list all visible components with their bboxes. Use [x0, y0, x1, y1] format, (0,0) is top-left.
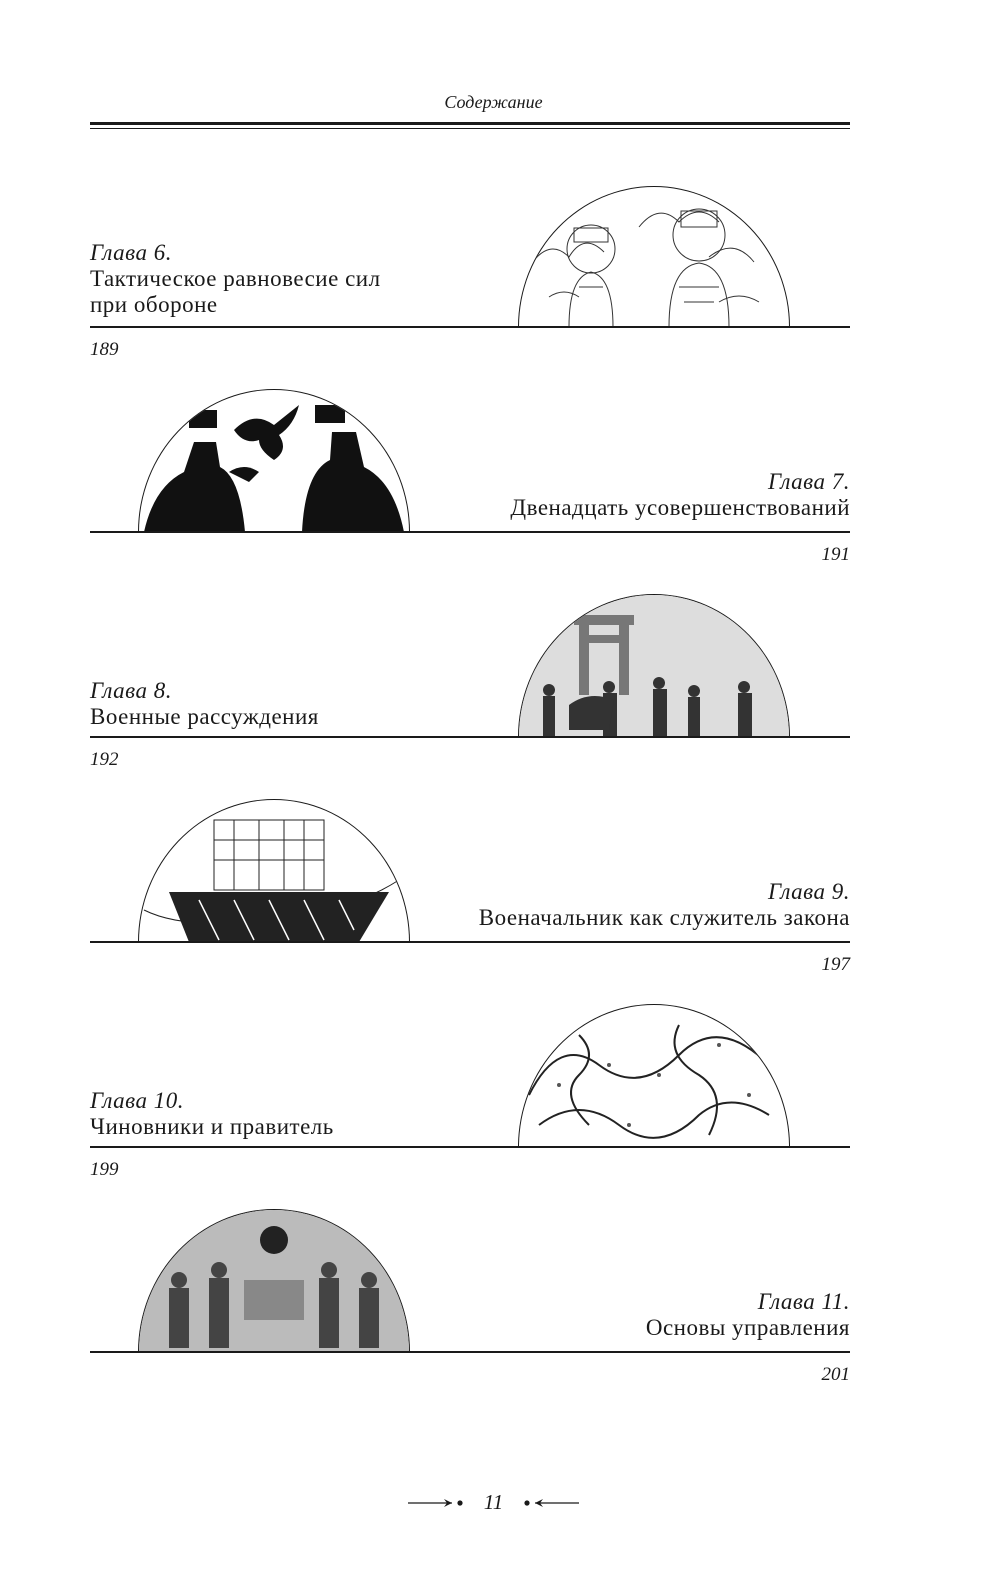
- chapter-title-block: [90, 678, 319, 730]
- chapter-number: Глава 8.: [90, 678, 172, 703]
- header-rule-thick: [90, 122, 850, 125]
- court-scene-illustration: [138, 1209, 410, 1352]
- chapter-number: Глава 9.: [768, 879, 850, 904]
- entry-rule: [90, 941, 850, 943]
- toc-entry-chapter-11[interactable]: [90, 1209, 850, 1419]
- chapter-number: Глава 11.: [757, 1289, 850, 1314]
- page-number: 191: [821, 544, 850, 565]
- arrow-ornament-icon: [519, 1496, 579, 1510]
- page-number-footer: 11: [483, 1490, 504, 1514]
- running-header: Содержание: [444, 92, 543, 112]
- chapter-title-line: Военные рассуждения: [90, 704, 319, 729]
- page-number: 197: [821, 954, 850, 975]
- chapter-title-line: при обороне: [90, 292, 218, 317]
- chapter-title-block: [646, 1289, 850, 1341]
- gate-crowd-illustration: [518, 594, 790, 737]
- two-emperors-illustration: [518, 186, 790, 327]
- toc-entry-chapter-6[interactable]: [90, 184, 850, 394]
- chapter-title-line: Двенадцать усовершенствований: [510, 495, 850, 520]
- toc-entry-chapter-7[interactable]: [90, 389, 850, 599]
- toc-entry-chapter-9[interactable]: [90, 799, 850, 1009]
- chapter-title-line: Чиновники и правитель: [90, 1114, 334, 1139]
- chapter-title-block: [90, 240, 381, 318]
- page-number: 199: [90, 1159, 119, 1180]
- dragons-illustration: [518, 1004, 790, 1147]
- figures-with-birds-illustration: [138, 389, 410, 532]
- chapter-title-block: [90, 1088, 334, 1140]
- chapter-title-line: Тактическое равновесие сил: [90, 266, 381, 291]
- page-number: 192: [90, 749, 119, 770]
- entry-rule: [90, 1351, 850, 1353]
- toc-entry-chapter-10[interactable]: [90, 1004, 850, 1214]
- entry-rule: [90, 736, 850, 738]
- entry-rule: [90, 1146, 850, 1148]
- entry-rule: [90, 326, 850, 328]
- chapter-title-line: Основы управления: [645, 1315, 850, 1340]
- toc-entry-chapter-8[interactable]: [90, 594, 850, 804]
- arrow-ornament-icon: [408, 1496, 468, 1510]
- chapter-number: Глава 6.: [90, 240, 172, 265]
- chapter-number: Глава 10.: [90, 1088, 184, 1113]
- chapter-title-line: Военачальник как служитель закона: [478, 905, 850, 930]
- entry-rule: [90, 531, 850, 533]
- chapter-number: Глава 7.: [768, 469, 850, 494]
- chapter-title-block: [510, 469, 850, 521]
- chapter-title-block: [479, 879, 850, 931]
- header-rule-thin: [90, 128, 850, 129]
- warship-illustration: [138, 799, 410, 942]
- page-number: 201: [821, 1364, 850, 1385]
- page-number: 189: [90, 339, 119, 360]
- page-footer: [0, 1490, 987, 1515]
